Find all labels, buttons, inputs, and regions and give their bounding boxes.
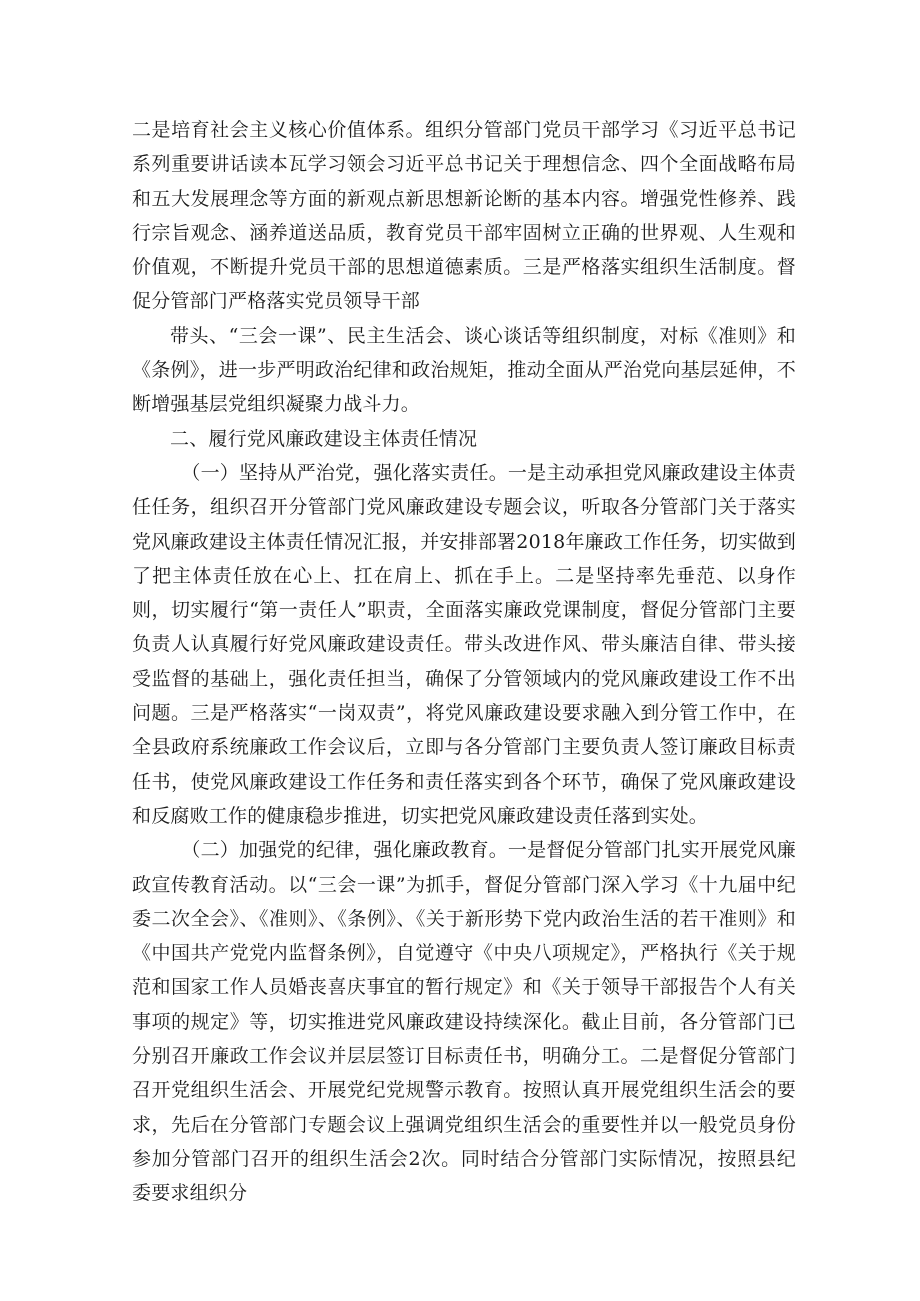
section-heading-responsibility: 二、履行党风廉政建设主体责任情况 xyxy=(170,427,478,450)
paragraph-core-values: 二是培育社会主义核心价值体系。组织分管部门党员干部学习《习近平总书记系列重要讲话读本瓦学习领会习近平总书记关于理想信念、四个全面战略布局和五大发展理念等方面的新观点新思想新论断的基本内容。增强党性修养、践行宗旨观念、涵养道送品质，教育党员干部牢固树立正确的世界观、人生观和价值观，不断提升党员干部的思想道德素质。三是严格落实组织生活制度。督促分管部门严格落实党员领导干部 xyxy=(132,119,796,313)
document-body xyxy=(132,113,796,1211)
paragraph-organization-system: 带头、“三会一课”、民主生活会、谈心谈话等组织制度，对标《准则》和《条例》，进一步严明政治纪律和政治规矩，推动全面从严治党向基层延伸，不断增强基层党组织凝聚力战斗力。 xyxy=(132,324,796,416)
paragraph-discipline-education: （二）加强党的纪律，强化廉政教育。一是督促分管部门扎实开展党风廉政宣传教育活动。以“三会一课”为抓手，督促分管部门深入学习《十九届中纪委二次全会》、《准则》、《条例》、《关于新形势下党内政治生活的若干准则》和《中国共产党党内监督条例》，自觉遵守《中央八项规定》，严格执行《关于规范和国家工作人员婚丧喜庆事宜的暂行规定》和《关于领导干部报告个人有关事项的规定》等，切实推进党风廉政建设持续深化。截止目前，各分管部门已分别召开廉政工作会议并层层签订目标责任书，明确分工。二是督促分管部门召开党组织生活会、开展党纪党规警示教育。按照认真开展党组织生活会的要求，先后在分管部门专题会议上强调党组织生活会的重要性并以一般党员身份参加分管部门召开的组织生活会2次。同时结合分管部门实际情况，按照县纪委要求组织分 xyxy=(132,839,796,1205)
paragraph-strict-governance: （一）坚持从严治党，强化落实责任。一是主动承担党风廉政建设主体责任任务，组织召开分管部门党风廉政建设专题会议，听取各分管部门关于落实党风廉政建设主体责任情况汇报，并安排部署2018年廉政工作任务，切实做到了把主体责任放在心上、扛在肩上、抓在手上。二是坚持率先垂范、以身作则，切实履行“第一责任人”职责，全面落实廉政党课制度，督促分管部门主要负责人认真履行好党风廉政建设责任。带头改进作风、带头廉洁自律、带头接受监督的基础上，强化责任担当，确保了分管领域内的党风廉政建设工作不出问题。三是严格落实“一岗双责”，将党风廉政建设要求融入到分管工作中，在全县政府系统廉政工作会议后，立即与各分管部门主要负责人签订廉政目标责任书，使党风廉政建设工作任务和责任落实到各个环节，确保了党风廉政建设和反腐败工作的健康稳步推进，切实把党风廉政建设责任落到实处。 xyxy=(132,461,796,827)
